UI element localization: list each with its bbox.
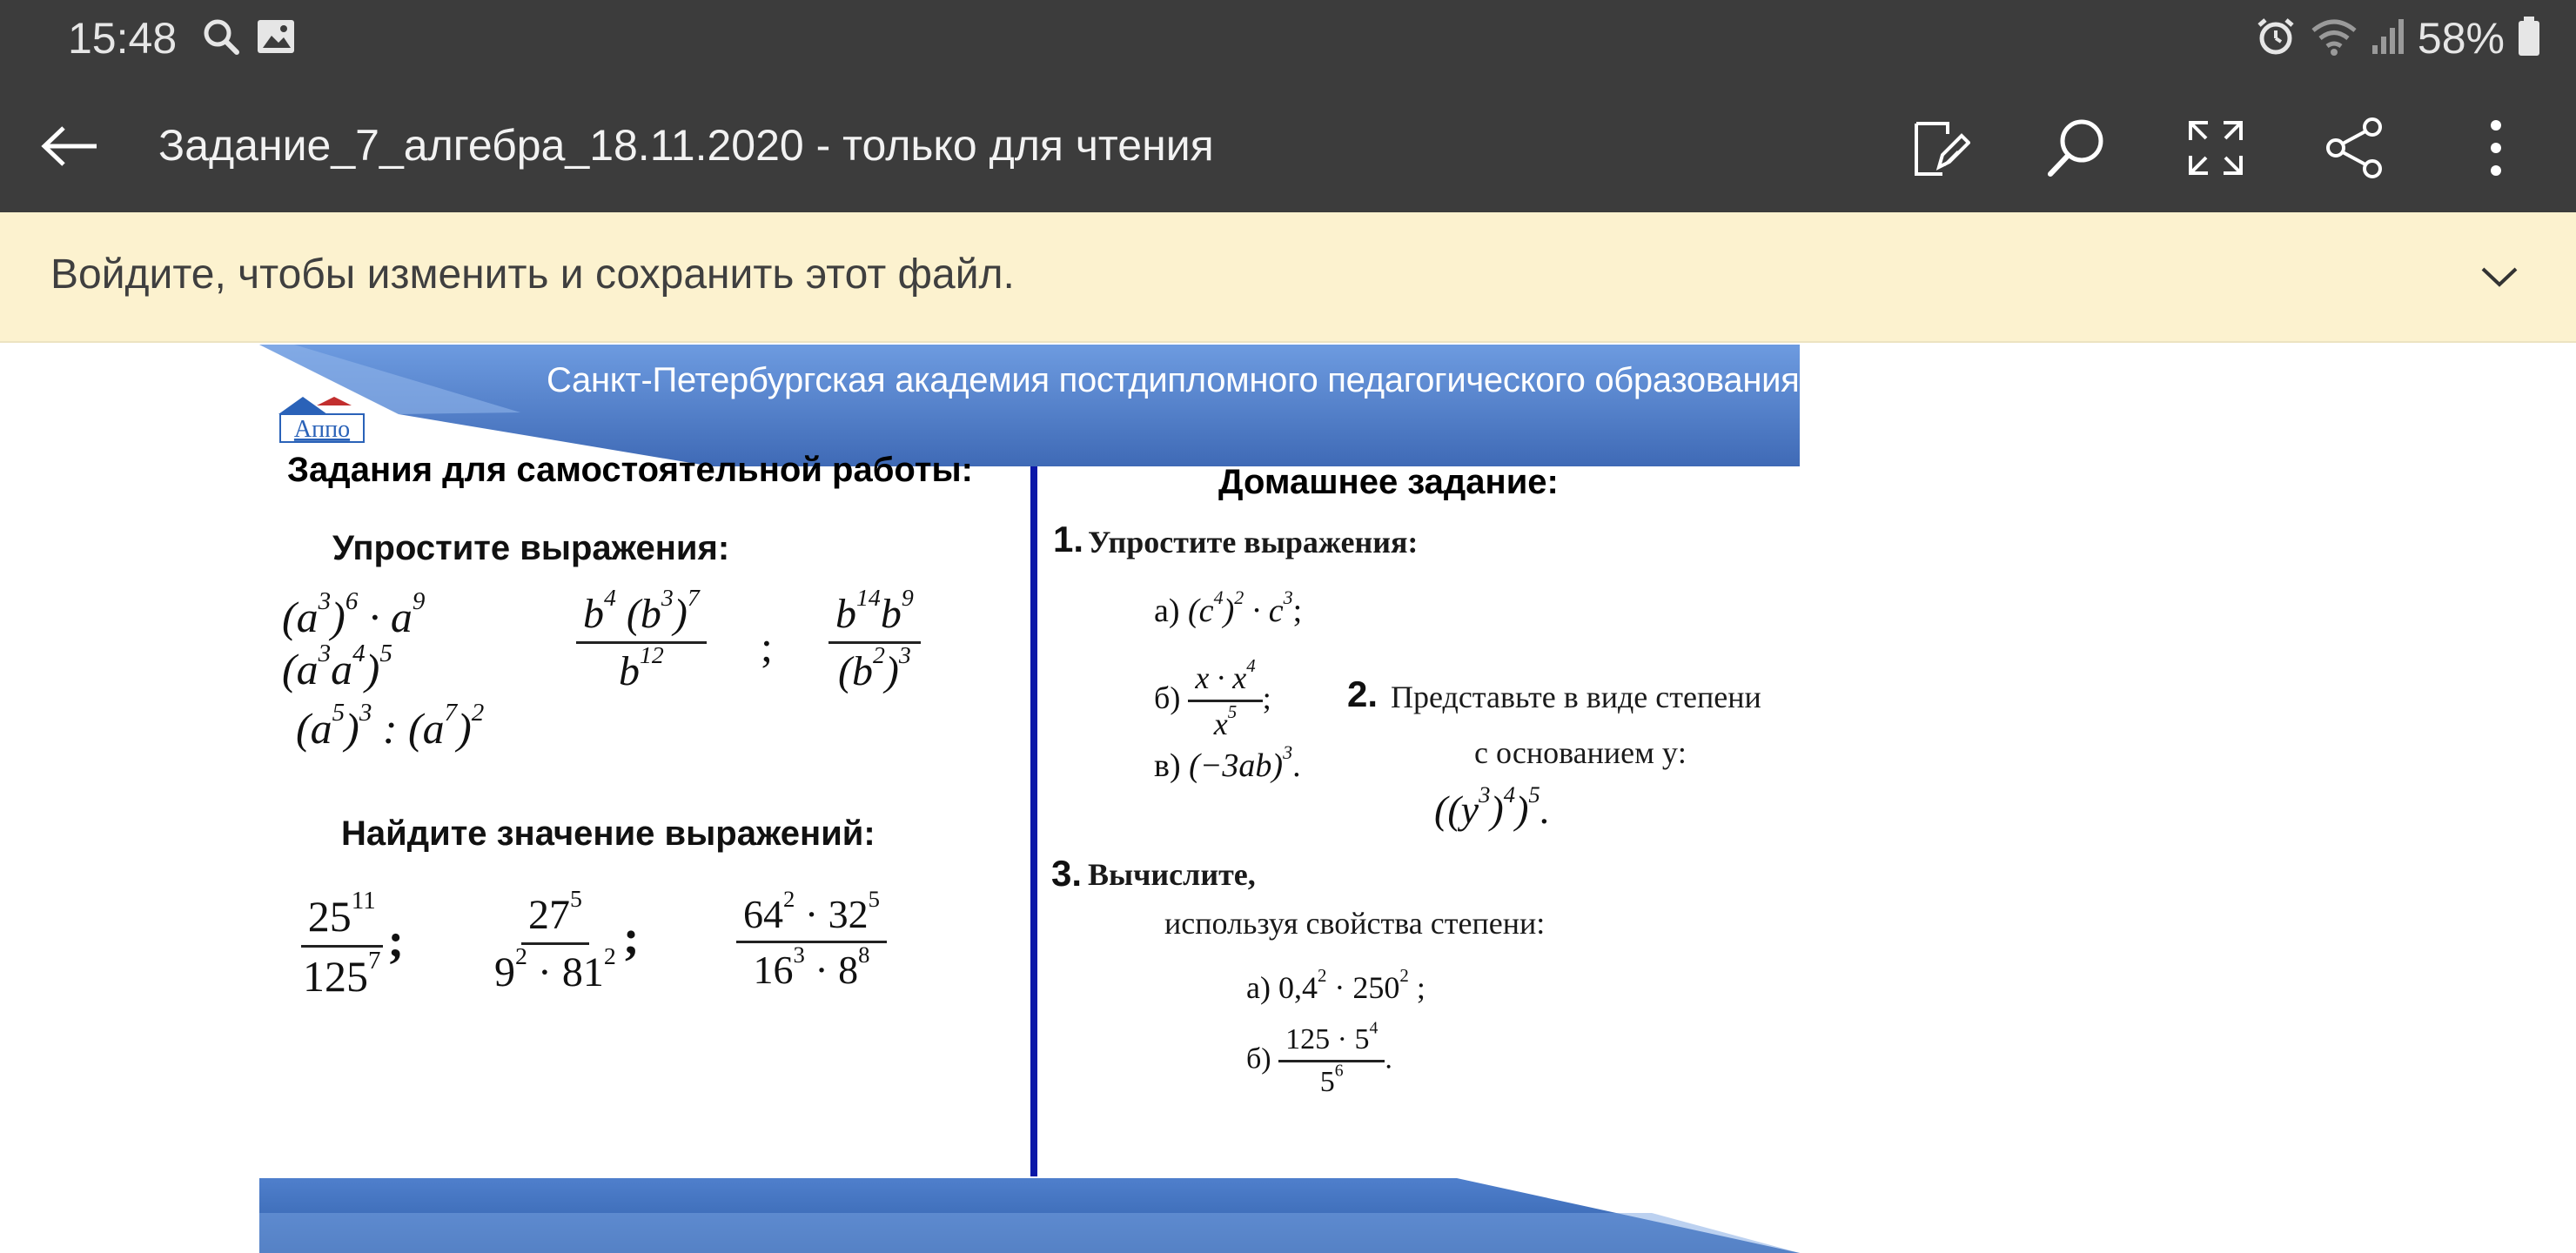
share-icon: [2324, 117, 2386, 179]
more-options-button[interactable]: [2454, 106, 2538, 190]
alarm-icon: [2254, 15, 2298, 63]
edit-button[interactable]: [1897, 106, 1981, 190]
task3-item-b: б) $\frac{125 \cdot 5^4}{5^6}$ .: [1246, 1018, 1392, 1098]
wifi-icon: [2310, 17, 2358, 61]
task2-expression: $((y^3)^4)^5$.: [1434, 781, 1551, 832]
left-section-title: Задания для самостоятельной работы:: [287, 451, 973, 489]
item-a-label: а): [1246, 970, 1271, 1005]
calc-3: $\frac{64^2 \cdot 32^5}{16^3 \cdot 8^8}$: [736, 891, 887, 993]
homework-title: Домашнее задание:: [1218, 463, 1559, 501]
status-bar: [0, 0, 2576, 78]
task2-label-line1: Представьте в виде степени: [1391, 680, 1761, 714]
item-v-label: в): [1154, 747, 1181, 784]
banner-expand-button[interactable]: [2466, 244, 2532, 310]
task2-label-line2: с основанием y:: [1474, 735, 1687, 770]
chevron-down-icon: [2478, 264, 2521, 290]
share-button[interactable]: [2313, 106, 2397, 190]
status-time: 15:48: [68, 14, 178, 63]
calc-1: $\frac{25^{11}}{125^7}$ ;: [296, 891, 404, 1002]
task3-label-line2: используя свойства степени:: [1164, 906, 1546, 941]
status-left-icons: [200, 16, 296, 61]
separator-mark: ;: [761, 622, 773, 671]
sign-in-banner: [0, 212, 2576, 343]
back-button[interactable]: [35, 113, 104, 179]
item-b-label: б): [1246, 1042, 1271, 1075]
task2-number: 2.: [1347, 673, 1379, 714]
search-icon: [2045, 117, 2108, 179]
find-value-heading: Найдите значение выражений:: [341, 814, 875, 853]
battery-icon: [2517, 17, 2541, 61]
gallery-icon: [256, 18, 296, 59]
calc-2: $\frac{27^5}{9^2 \cdot 81^2}$ ;: [494, 885, 640, 995]
task3-label-line1: Вычислите,: [1088, 857, 1256, 892]
expr-5: $\frac{b^{14}b^9}{(b^2)^3}$: [828, 590, 921, 695]
app-bar: [0, 78, 2576, 212]
arrow-left-icon: [39, 124, 100, 168]
battery-percent: 58%: [2417, 14, 2505, 63]
slide-footer-band: [259, 1178, 1800, 1253]
task3-number: 3.: [1051, 853, 1083, 894]
banner-message: Войдите, чтобы изменить и сохранить этот файл.: [50, 251, 1015, 298]
signal-icon: [2371, 17, 2405, 60]
expr-2: $(a^3a^4)^5$: [282, 639, 392, 694]
more-vertical-icon: [2483, 117, 2509, 179]
document-slide: [259, 345, 1800, 1253]
slide-header-text: Санкт-Петербургская академия постдипломного педагогического образования: [547, 361, 1800, 399]
task1-label: Упростите выражения:: [1088, 525, 1419, 559]
search-button[interactable]: [2035, 106, 2118, 190]
fullscreen-button[interactable]: [2174, 106, 2257, 190]
appo-logo: [275, 393, 367, 444]
task1-item-a: а) $(c^4)^2 \cdot c^3$;: [1154, 586, 1303, 629]
task3-item-a: а) $0,4^2 \cdot 250^2$ ;: [1246, 965, 1426, 1005]
column-divider: [1030, 466, 1037, 1176]
simplify-heading: Упростите выражения:: [332, 529, 730, 567]
status-right: [2254, 10, 2541, 66]
item-a-label: а): [1154, 593, 1180, 629]
fullscreen-icon: [2185, 117, 2246, 178]
edit-icon: [1908, 117, 1970, 179]
expr-4: $\frac{b^4 (b^3)^7}{b^{12}}$: [576, 590, 707, 695]
task1-item-v: в) $(-3ab)^3$.: [1154, 741, 1301, 784]
task1-number: 1.: [1053, 519, 1084, 559]
item-b-label: б): [1154, 680, 1181, 715]
search-icon: [200, 16, 242, 62]
task1-item-b: б) $\frac{x \cdot x^4}{x^5}$ ;: [1154, 655, 1271, 741]
expr-1: $(a^3)^6 \cdot a^9$: [282, 586, 426, 641]
document-title: Задание_7_алгебра_18.11.2020 - только для чтения: [158, 121, 1214, 170]
expr-3: $(a^5)^3$ : $(a^7)^2$: [296, 698, 485, 753]
svg-text:Аппо: Аппо: [293, 416, 351, 443]
